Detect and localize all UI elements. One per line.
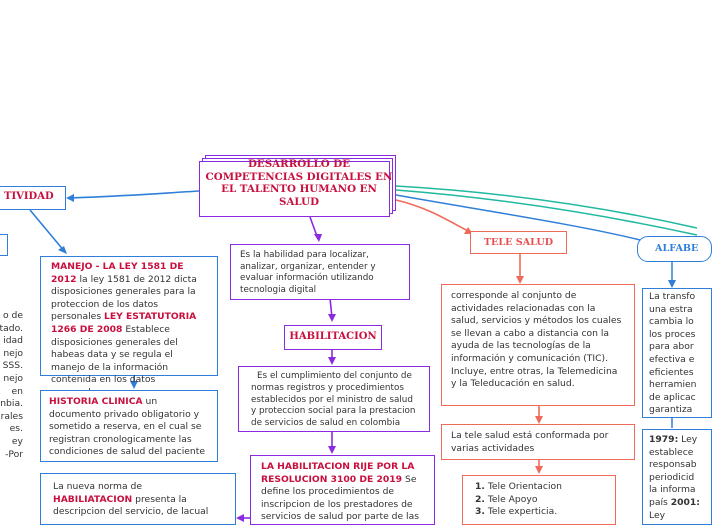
law-1266-body: Establece disposiciones generales del habeas data y se regula el manejo de la información contenida en los datos	[51, 323, 178, 386]
tele-salud-composition: La tele salud está conformada por varias actividades	[451, 430, 609, 454]
resolution-box[interactable]	[250, 455, 435, 525]
arrow-left-node	[66, 194, 74, 202]
nueva-norma-label: HABILIATACION	[53, 493, 133, 505]
tele-salud-node[interactable]	[470, 231, 567, 254]
central-topic-title: DESARROLLO DE COMPETENCIAS DIGITALES EN EL TALENTO HUMANO EN SALUD	[205, 158, 393, 208]
alfabetizacion-history-box[interactable]	[642, 429, 712, 525]
law-1266-label: LEY ESTATUTORIA 1266 DE 2008	[51, 311, 197, 335]
alfabetizacion-desc-box[interactable]	[642, 288, 712, 418]
history-year-2001: 2001:	[670, 496, 700, 508]
law-1581-body: la ley 1581 de 2012 dicta disposiciones generales para la proteccion de los datos personales	[51, 273, 197, 323]
activity-item: 1. Tele Orientacion	[475, 481, 562, 492]
nueva-norma-body: presenta la descripcion del servicio, de lacual	[53, 493, 209, 518]
connector-to-tele-salud	[396, 200, 470, 232]
tele-salud-desc: corresponde al conjunto de actividades relacionadas con la salud, servicios y métodos los cuales se llevan a cabo a distancia con la ayuda de las tecnologías de la información y comunicación (TIC). Incluye, entre otras, la Telemedicina y la Teleducación en salud.	[451, 290, 622, 390]
historia-clinica-box[interactable]	[40, 390, 218, 462]
left-topic-label: TIVIDAD	[4, 191, 54, 202]
alfabetizacion-node[interactable]	[637, 236, 712, 262]
history-text-1979: Ley establece responsab periodicid la informa país	[649, 434, 698, 508]
definition-box[interactable]	[230, 244, 410, 300]
habilitacion-desc: Es el cumplimiento del conjunto de normas registros y procedimientos establecidos por el ministro de salud y proteccion social para la prestacion de servicios de salud en colombia	[251, 371, 416, 429]
historia-clinica-label: HISTORIA CLINICA	[49, 396, 143, 407]
connector-to-left-node	[68, 191, 199, 198]
history-text-2001: Ley	[649, 509, 666, 521]
tele-salud-activity-list[interactable]	[462, 475, 616, 525]
left-edge-text: o de tado. idad nejo SSS. nejo en nbia. rales es. ey -Por	[0, 310, 23, 520]
habilitacion-desc-box[interactable]	[238, 366, 430, 432]
resolution-body: Se define los procedimientos de inscripcion de los prestadores de servicios de salud por parte de las	[261, 473, 420, 523]
activity-item: 3. Tele experticia.	[475, 506, 558, 518]
nueva-norma-prefix: La nueva norma de	[53, 481, 142, 492]
law-1581-label: MANEJO - LA LEY 1581 DE 2012	[51, 261, 184, 285]
law-box[interactable]	[40, 256, 218, 386]
history-year-1979: 1979:	[649, 434, 679, 445]
tele-salud-composition-box[interactable]	[441, 424, 635, 460]
left-small-box	[0, 234, 8, 256]
tele-salud-title: TELE SALUD	[483, 237, 554, 248]
habilitacion-node[interactable]	[284, 325, 382, 350]
tele-salud-desc-box[interactable]	[441, 284, 635, 406]
habilitacion-title: HABILITACION	[289, 331, 377, 342]
activity-item: 2. Tele Apoyo	[475, 493, 538, 505]
historia-clinica-body: un documento privado obligatorio y sometido a reserva, en el cual se registran cronologicamente las condiciones de salud del paciente	[49, 396, 205, 458]
nueva-norma-box[interactable]	[40, 473, 236, 525]
connector-to-law-box	[30, 210, 65, 252]
definition-text: Es la habilidad para localizar, analizar, organizar, entender y evaluar información utilizando tecnologia digital	[240, 250, 376, 295]
alfabetizacion-title: ALFABE	[655, 243, 699, 254]
alfabetizacion-desc: La transfo una estra cambia lo los proces para abor efectiva e eficientes herramien de aplicac garantiza	[649, 291, 697, 416]
resolution-title: LA HABILITACION RIJE POR LA RESOLUCION 3100 DE 2019	[261, 461, 415, 485]
connector-teal-2	[396, 190, 697, 235]
left-topic-node[interactable]	[0, 186, 66, 210]
